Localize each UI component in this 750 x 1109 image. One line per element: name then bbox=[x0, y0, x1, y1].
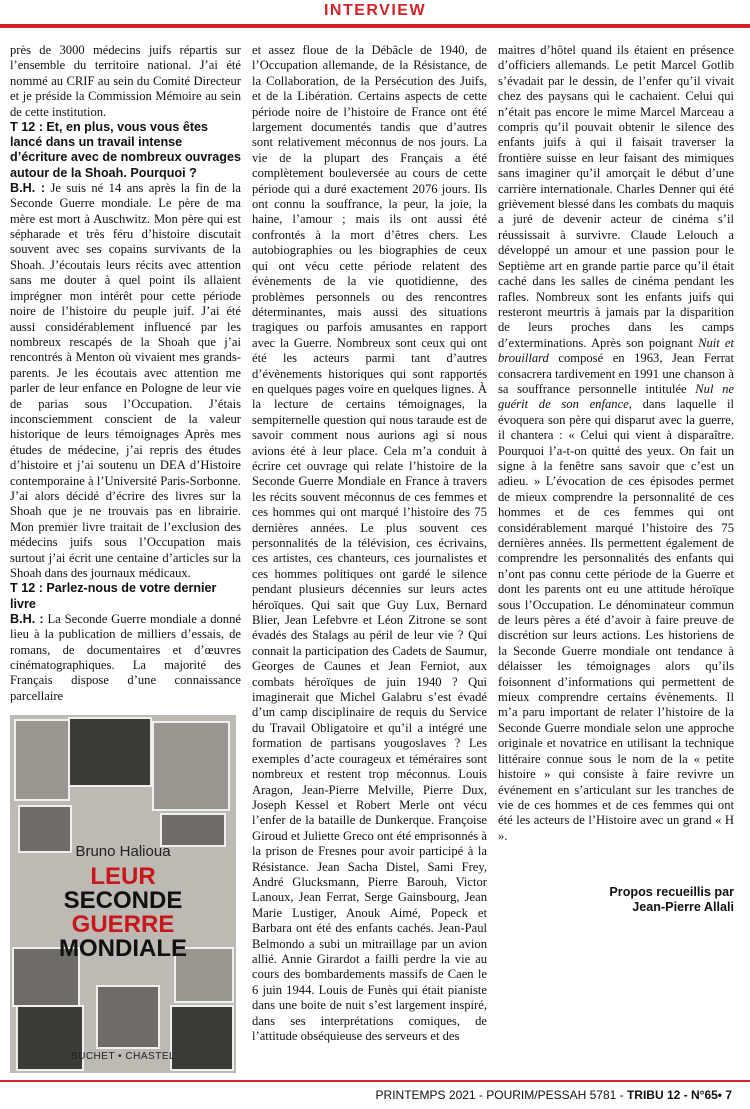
credit-line-2: Jean-Pierre Allali bbox=[632, 900, 734, 914]
cover-photo-soldiers bbox=[68, 717, 152, 787]
header-rule bbox=[0, 24, 750, 28]
intro-paragraph: près de 3000 médecins juifs répartis sur l’ensemble du territoire national. J’ai été nommé au CRIF au sein du Comité Directeur et je préside la Commission Mémoire au sein de cette institution. bbox=[10, 43, 241, 119]
page-footer bbox=[376, 1088, 732, 1102]
column-2-text: et assez floue de la Débâcle de 1940, de l’Occupation allemande, de la Résistance, de la Collaboration, de la Persécution des Juifs, et de la Libération. Certains aspects de cette période noire de l’histoire de France ont été largement documentés tandis que d’autres sont relativement méconnus de nos jours. La vie de la plupart des Français a été complètement bouleversée au cours de cette période qui a duré exactement 2076 jours. Ils ont connu la souffrance, la peur, la joie, la haine, l’amour ; mais ils ont aussi été confrontés à la mort d’êtres chers. Les autobiographies ou les biographies de ceux qui ont vécu cette période relatent des évènements de la vie quotidienne, des problèmes personnels ou des rencontres déterminantes, mais aussi des situations tragiques ou parfois amusantes en rapport avec la Guerre. Nombreux sont ceux qui ont été les acteurs parmi tant d’autres d’évènements historiques qui sont rapportés en quelques pages voire en quelques lignes. À la lecture de certains témoignages, la sempiternelle question qui nous taraude est de savoir comment nous aurions agi si nous avions été à leur place. Cela m’a conduit à écrire cet ouvrage qui relate l’histoire de la Seconde Guerre Mondiale en France à travers les récits souvent méconnus de ces femmes et ces hommes qui ont marqué l’histoire des 75 dernières années. Le plus souvent ces personnalités de la télévision, ces écrivains, ces artistes, ces chanteurs, ces journalistes et ces hommes politiques ont gardé le silence pendant plusieurs décennies sur leurs actes héroïques. Qui sait que Guy Lux, Bernard Blier, Jean Lefebvre et Léon Zitrone se sont évadés des Stalags au péril de leur vie ? Qui connait la participation des Cadets de Saumur, Georges de Caunes et Jean Ferniot, aux combats héroïques de juin 1940 ? Qui imaginerait que Michel Galabru s’est évadé d’un camp disciplinaire de requis du Service du Travail Obligatoire et qu’il a intégré une formation de partisans yougoslaves ? Les exemples d’acte courageux et téméraires sont nombreux et restent trop méconnus. Louis Aragon, Jean-Pierre Melville, Pierre Dux, Joseph Kessel et Robert Merle ont vécu l’enfer de la bataille de Dunkerque. Françoise Giroud et Juliette Greco ont été emprisonnés à la prison de Fresnes pour avoir participé à la Résistance. Jean Sacha Distel, Sami Frey, André Glucksmann, Pierre Barouh, Victor Lanoux, Jean Ferrat, Serge Gainsbourg, Jean Marie Lustiger, Anouk Aimé, Popeck et Barbara ont été des enfants cachés. Jean-Paul Belmondo a subi un mitraillage par un avion allié. Annie Girardot a failli perdre la vie au cours des bombardements massifs de Caen le 6 juin 1944. Louis de Funès qui était pianiste dans une boite de nuit s’est largement inspiré, dans ses interprétations comiques, de l’attitude obséquieuse des serveurs et des bbox=[252, 43, 487, 1043]
column-3-text-part-3: , dans laquelle il évoquera son père qui disparut avec la guerre, il chantera : « Celui qui vient à disparaître. Pourquoi l’a-t-on quitté des yeux. On fait un signe à la fenêtre sans savoir que c’est un adieu. » L’évocation de ces épisodes permet de mieux comprendre la personnalité de ces hommes et de ces femmes qui ont considérablement marqué l’histoire des 75 dernières années. Ils permettent également de comprendre les personnalités des enfants qui n’ont pas connu cette période de la Guerre et dont les parents ont eu une attitude héroïque sous l’Occupation. Le dénominateur commun de leurs pères a été d’avoir à faire preuve de discrétion sur leurs actions. Les historiens de la Seconde Guerre mondiale ont tendance à délaisser les témoignages alors qu’ils foisonnent d’informations qui permettent de mieux comprendre certains évènements. Il m’a paru important de relater l’histoire de la Seconde Guerre mondiale selon une approche originale et novatrice en utilisant la technique littéraire connue sous le nom de la « petite histoire » qui consiste à faire revivre un événement en s’articulant sur les tranches de vie de ces hommes et de ces femmes qui ont été les acteurs de l’Histoire avec un grand « H ». bbox=[498, 397, 734, 843]
answer-2 bbox=[10, 612, 241, 704]
cover-title-line-3: GUERRE bbox=[71, 911, 175, 938]
book-cover-image bbox=[10, 715, 236, 1073]
cover-author: Bruno Halioua bbox=[75, 843, 171, 860]
cover-photo-girl bbox=[152, 721, 230, 811]
song-title-1: Nuit et brouillard bbox=[498, 335, 735, 366]
section-header bbox=[0, 0, 750, 28]
answer-1 bbox=[10, 181, 241, 582]
interview-credit bbox=[498, 885, 734, 915]
cover-title-line-4: MONDIALE bbox=[59, 935, 187, 962]
cover-title-line-1: LEUR bbox=[90, 863, 156, 890]
answer-2-text: La Seconde Guerre mondiale a donné lieu à la publication de milliers d’essais, de romans, de documentaires et d’œuvres cinématographiques. La majorité des Français dispose d’une connaissance parcellaire bbox=[10, 611, 241, 703]
answer-2-speaker: B.H. : bbox=[10, 611, 44, 626]
column-1 bbox=[10, 43, 241, 704]
cover-publisher: BUCHET • CHASTEL bbox=[70, 1051, 176, 1062]
song-title-2: Nul ne guérit de son enfance bbox=[498, 381, 734, 412]
cover-photo-woman bbox=[160, 813, 226, 847]
section-title: INTERVIEW bbox=[323, 2, 427, 19]
column-3-text-part-2: composé en 1963, Jean Ferrat consacrera tardivement en 1991 une chanson à sa souffrance personnelle intitulée bbox=[498, 351, 734, 396]
cover-photo-singer bbox=[14, 719, 70, 801]
cover-photo-child bbox=[96, 985, 160, 1049]
answer-1-text: Je suis né 14 ans après la fin de la Seconde Guerre mondiale. Le père de ma mère est mort à Auschwitz. Mon père qui est sépharade et très féru d’histoire discutait souvent avec ses copains survivants de la Shoah. J’écoutais leurs récits avec attention sans me douter à quel point ils allaient imprégner mon intérêt pour cette période noire de l’histoire du peuple juif. J’ai été aussi considérablement influencé par les nombreux rescapés de la Shoah que j’ai rencontrés à Menton où vivaient mes grands-parents. Je les écoutais avec attention me parler de leur enfance en Pologne de leur vie de parias sous l’Occupation. J’étais inconsciemment conscient de la valeur historique de leurs témoignages Après mes études de médecine, j’ai repris des études d’histoire et j’ai soutenu un DEA d’Histoire contemporaine à l’Université Paris-Sorbonne. J’ai alors décidé d’écrire des livres sur la Shoah que je ne trouvais pas en librairie. Mon premier livre traitait de l’exclusion des médecins juifs sous l’Occupation mais surtout j’ai écrit une centaine d’articles sur la Shoah dans des journaux médicaux. bbox=[10, 180, 241, 580]
column-2 bbox=[252, 43, 487, 1044]
column-3 bbox=[498, 43, 734, 844]
answer-1-speaker: B.H. : bbox=[10, 180, 46, 195]
cover-title-line-2: SECONDE bbox=[63, 887, 183, 914]
footer-rule bbox=[0, 1080, 750, 1082]
credit-line-1: Propos recueillis par bbox=[609, 885, 734, 899]
footer-magazine: TRIBU 12 - N°65• 7 bbox=[626, 1088, 732, 1102]
column-3-text bbox=[498, 43, 734, 844]
question-2: T 12 : Parlez-nous de votre dernier livre bbox=[10, 581, 217, 611]
cover-title bbox=[10, 865, 236, 961]
column-3-text-part-1: maitres d’hôtel quand ils étaient en présence d’officiers allemands. Le petit Marcel Gotlib s’évadait par le dessin, de l’enfer qu’il vivait chez des paysans qui le cachaient. Celui qui n’était pas encore le mime Marcel Marceau a compris qu’il pouvait obtenir le silence des enfants juifs à qui il faisait traverser la frontière suisse en leur faisant des mimiques sans imaginer qu’il amorçait le début d’une carrière internationale. Charles Denner qui été grièvement blessé dans les combats du maquis a juré de devenir acteur de cinéma s’il réussissait à survivre. Claude Lelouch a développé un amour et une passion pour le Septième art en grande partie parce qu’il était caché dans les salles de cinéma pendant les rafles. Nombreux sont les enfants juifs qui resteront meurtris à jamais par la disparition de leurs proches dans les camps d’exterminations. Après son poignant bbox=[498, 43, 734, 350]
question-1: T 12 : Et, en plus, vous vous êtes lancé dans un travail intense d’écriture avec de nombreux ouvrages autour de la Shoah. Pourquoi ? bbox=[10, 120, 241, 180]
footer-issue: PRINTEMPS 2021 - POURIM/PESSAH 5781 - bbox=[375, 1088, 627, 1102]
